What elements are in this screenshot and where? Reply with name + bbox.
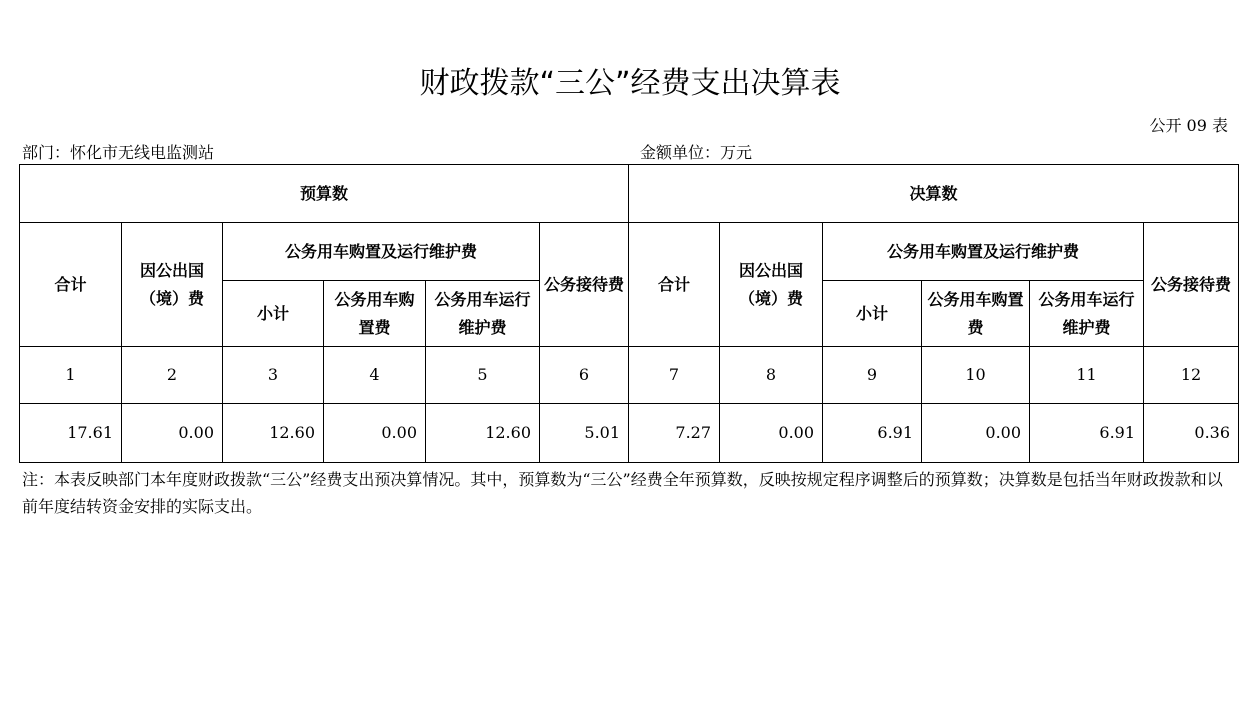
final-vehicle-subtotal-value: 6.91 xyxy=(823,404,922,463)
final-reception-header: 公务接待费 xyxy=(1144,223,1239,347)
form-number: 公开 09 表 xyxy=(1149,116,1228,135)
report-table xyxy=(19,164,1239,463)
final-group-header: 决算数 xyxy=(629,165,1239,223)
column-number: 1 xyxy=(20,347,122,404)
final-total-header: 合计 xyxy=(629,223,720,347)
column-number: 10 xyxy=(922,347,1030,404)
value-row xyxy=(20,404,1239,463)
budget-reception-value: 5.01 xyxy=(540,404,629,463)
budget-vehicle-run-value: 12.60 xyxy=(426,404,540,463)
budget-vehicle-subtotal-value: 12.60 xyxy=(223,404,324,463)
column-number: 7 xyxy=(629,347,720,404)
column-number: 6 xyxy=(540,347,629,404)
budget-vehicle-header: 公务用车购置及运行维护费 xyxy=(223,223,540,281)
column-number: 9 xyxy=(823,347,922,404)
page-title: 财政拨款“三公”经费支出决算表 xyxy=(419,66,841,101)
budget-abroad-value: 0.00 xyxy=(122,404,223,463)
column-number: 2 xyxy=(122,347,223,404)
footnote: 注：本表反映部门本年度财政拨款“三公”经费支出预决算情况。其中，预算数为“三公”经费全年预算数，反映按规定程序调整后的预算数；决算数是包括当年财政拨款和以前年度结转资金安排的实际支出。 xyxy=(22,470,1223,516)
budget-total-value: 17.61 xyxy=(20,404,122,463)
department-label: 部门：怀化市无线电监测站 xyxy=(22,143,215,162)
final-reception-value: 0.36 xyxy=(1144,404,1239,463)
final-vehicle-header: 公务用车购置及运行维护费 xyxy=(823,223,1144,281)
final-vehicle-purchase-value: 0.00 xyxy=(922,404,1030,463)
final-vehicle-run-value: 6.91 xyxy=(1030,404,1144,463)
amount-unit-label: 金额单位：万元 xyxy=(640,143,753,162)
budget-vehicle-purchase-value: 0.00 xyxy=(324,404,426,463)
column-number: 5 xyxy=(426,347,540,404)
final-subtotal-header: 小计 xyxy=(823,281,922,347)
final-total-value: 7.27 xyxy=(629,404,720,463)
column-number: 3 xyxy=(223,347,324,404)
budget-total-header: 合计 xyxy=(20,223,122,347)
budget-group-header: 预算数 xyxy=(20,165,629,223)
column-number: 12 xyxy=(1144,347,1239,404)
final-vehicle-run-header: 公务用车运行维护费 xyxy=(1030,281,1144,347)
final-abroad-value: 0.00 xyxy=(720,404,823,463)
budget-vehicle-purchase-header: 公务用车购置费 xyxy=(324,281,426,347)
column-number: 11 xyxy=(1030,347,1144,404)
final-vehicle-purchase-header: 公务用车购置费 xyxy=(922,281,1030,347)
column-number-row xyxy=(20,347,1239,404)
column-number: 4 xyxy=(324,347,426,404)
column-number: 8 xyxy=(720,347,823,404)
budget-reception-header: 公务接待费 xyxy=(540,223,629,347)
budget-abroad-header: 因公出国（境）费 xyxy=(122,223,223,347)
final-abroad-header: 因公出国（境）费 xyxy=(720,223,823,347)
budget-vehicle-run-header: 公务用车运行维护费 xyxy=(426,281,540,347)
budget-subtotal-header: 小计 xyxy=(223,281,324,347)
